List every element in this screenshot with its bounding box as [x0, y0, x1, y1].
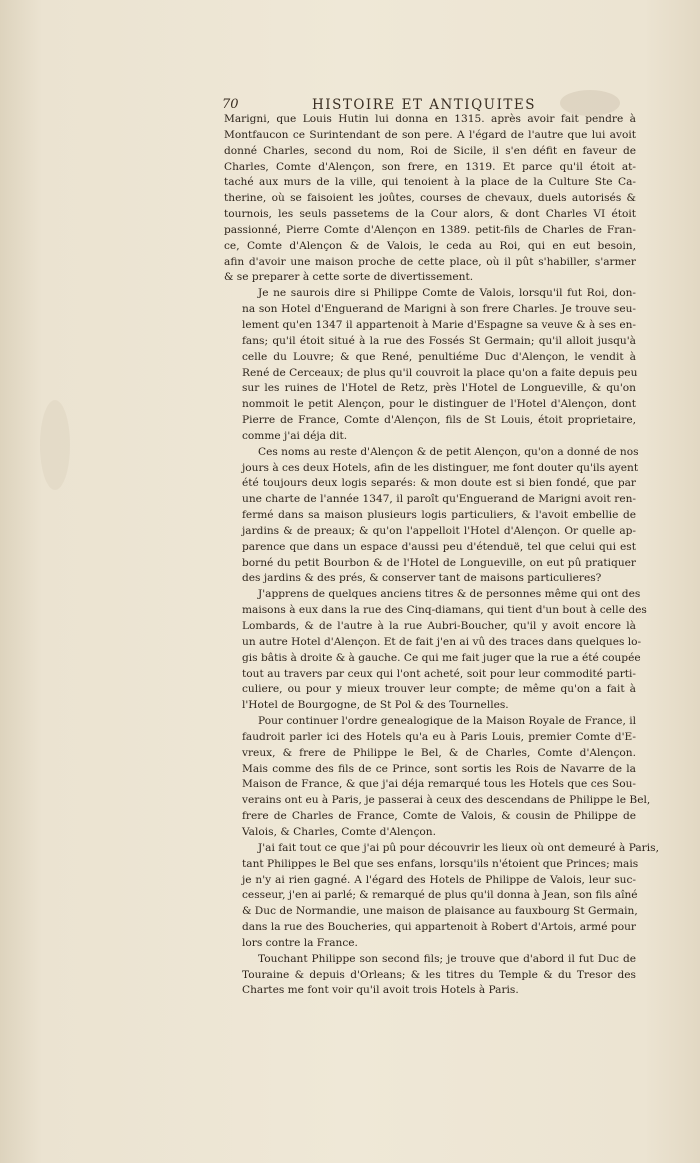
- text-line: fermé dans sa maison plusieurs logis particuliers, & l'avoit embellie de: [242, 509, 636, 522]
- text-line: été toujours deux logis separés: & mon doute est si bien fondé, que par: [242, 477, 636, 490]
- text-line: René de Cerceaux; de plus qu'il couvroit la place qu'on a faite depuis peu: [242, 366, 638, 379]
- text-line: taché aux murs de la ville, qui tenoient à la place de la Culture Ste Ca-: [224, 176, 636, 189]
- text-line: un autre Hotel d'Alençon. Et de fait j'en ai vû des traces dans quelques lo-: [242, 635, 642, 648]
- text-line: sur les ruines de l'Hotel de Retz, près l'Hotel de Longueville, & qu'on: [242, 382, 636, 395]
- text-line: tant Philippes le Bel que ses enfans, lorsqu'ils n'étoient que Princes; mais: [242, 857, 639, 870]
- paragraph: [224, 952, 636, 1000]
- text-line: ce, Comte d'Alençon & de Valois, le ceda au Roi, qui en eut besoin,: [224, 239, 636, 252]
- text-line: tout au travers par ceux qui l'ont acheté, soit pour leur commodité parti-: [242, 667, 636, 680]
- text-line: gis bâtis à droite & à gauche. Ce qui me fait juger que la rue a été coupée: [242, 651, 641, 664]
- text-line: verains ont eu à Paris, je passerai à ceux des descendans de Philippe le Bel,: [242, 794, 651, 807]
- text-line: borné du petit Bourbon & de l'Hotel de Longueville, on eut pû pratiquer: [242, 556, 636, 569]
- paragraph: [224, 445, 639, 588]
- text-line: afin d'avoir une maison proche de cette place, où il pût s'habiller, s'armer: [224, 255, 636, 268]
- text-line: Ces noms au reste d'Alençon & de petit Alençon, qu'on a donné de nos: [258, 445, 639, 458]
- text-line: na son Hotel d'Enguerand de Marigni à son frere Charles. Je trouve seu-: [242, 303, 636, 316]
- text-line: Touraine & depuis d'Orleans; & les titres du Temple & du Tresor des: [242, 968, 636, 981]
- text-line: Pierre de France, Comte d'Alençon, fils de St Louis, étoit proprietaire,: [242, 414, 636, 427]
- text-line: Pour continuer l'ordre genealogique de la Maison Royale de France, il: [258, 715, 636, 728]
- text-line: dans la rue des Boucheries, qui appartenoit à Robert d'Artois, armé pour: [242, 921, 636, 934]
- paragraph: [224, 112, 636, 286]
- paragraph: [224, 841, 659, 952]
- text-line: jardins & de preaux; & qu'on l'appelloit l'Hotel d'Alençon. Or quelle ap-: [242, 524, 636, 537]
- text-line: vreux, & frere de Philippe le Bel, & de Charles, Comte d'Alençon.: [242, 746, 636, 759]
- text-line: des jardins & des prés, & conserver tant de maisons particulieres?: [242, 572, 602, 585]
- page-number: 70: [222, 97, 239, 112]
- text-line: comme j'ai déja dit.: [242, 429, 348, 442]
- text-line: nommoit le petit Alençon, pour le distinguer de l'Hotel d'Alençon, dont: [242, 398, 636, 411]
- text-line: J'ai fait tout ce que j'ai pû pour découvrir les lieux où ont demeuré à Paris,: [258, 841, 659, 854]
- paper-stain: [40, 400, 70, 490]
- text-line: donné Charles, second du nom, Roi de Sicile, il s'en défit en faveur de: [224, 144, 636, 157]
- text-line: Maison de France, & que j'ai déja remarqué tous les Hotels que ces Sou-: [242, 778, 636, 791]
- paragraph: [224, 286, 636, 444]
- text-line: culiere, ou pour y mieux trouver leur compte; de même qu'on a fait à: [242, 683, 636, 696]
- text-line: parence que dans un espace d'aussi peu d'étenduë, tel que celui qui est: [242, 540, 636, 553]
- body-text: [224, 112, 659, 999]
- text-line: Je ne saurois dire si Philippe Comte de Valois, lorsqu'il fut Roi, don-: [258, 287, 636, 300]
- text-line: maisons à eux dans la rue des Cinq-diamans, qui tient d'un bout à celle des: [242, 604, 647, 617]
- text-line: frere de Charles de France, Comte de Valois, & cousin de Philippe de: [242, 810, 636, 823]
- text-line: celle du Louvre; & que René, penultiéme Duc d'Alençon, le vendit à: [242, 350, 636, 363]
- text-line: & se preparer à cette sorte de divertissement.: [224, 271, 474, 284]
- text-line: therine, où se faisoient les joûtes, courses de chevaux, duels autorisés &: [224, 192, 636, 205]
- text-line: Chartes me font voir qu'il avoit trois Hotels à Paris.: [242, 984, 519, 997]
- text-line: & Duc de Normandie, une maison de plaisance au fauxbourg St Germain,: [242, 905, 638, 918]
- text-line: Charles, Comte d'Alençon, son frere, en 1319. Et parce qu'il étoit at-: [224, 160, 636, 173]
- text-line: cesseur, j'en ai parlé; & remarqué de plus qu'il donna à Jean, son fils aîné: [242, 889, 638, 902]
- text-line: fans; qu'il étoit situé à la rue des Fossés St Germain; qu'il alloit jusqu'à: [242, 334, 636, 347]
- text-line: Touchant Philippe son second fils; je trouve que d'abord il fut Duc de: [258, 952, 636, 965]
- text-line: Lombards, & de l'autre à la rue Aubri-Boucher, qu'il y avoit encore là: [242, 620, 636, 632]
- text-line: Mais comme des fils de ce Prince, sont sortis les Rois de Navarre de la: [242, 762, 636, 775]
- text-line: Montfaucon ce Surintendant de son pere. A l'égard de l'autre que lui avoit: [224, 128, 636, 141]
- text-line: J'apprens de quelques anciens titres & de personnes même qui ont des: [258, 588, 641, 601]
- text-line: l'Hotel de Bourgogne, de St Pol & des Tournelles.: [242, 699, 509, 712]
- text-line: Valois, & Charles, Comte d'Alençon.: [242, 825, 437, 838]
- text-line: lors contre la France.: [242, 936, 358, 949]
- text-line: une charte de l'année 1347, il paroît qu'Enguerand de Marigni avoit ren-: [242, 493, 636, 506]
- text-line: faudroit parler ici des Hotels qu'a eu à Paris Louis, premier Comte d'E-: [242, 730, 636, 743]
- running-title: HISTOIRE ET ANTIQUITES: [312, 97, 537, 113]
- text-line: Marigni, que Louis Hutin lui donna en 1315. après avoir fait pendre à: [224, 113, 636, 125]
- text-line: tournois, les seuls passetems de la Cour alors, & dont Charles VI étoit: [224, 208, 636, 221]
- text-line: lement qu'en 1347 il appartenoit à Marie d'Espagne sa veuve & à ses en-: [242, 318, 636, 331]
- text-line: jours à ces deux Hotels, afin de les distinguer, me font douter qu'ils ayent: [242, 461, 639, 474]
- paragraph: [224, 714, 651, 841]
- text-line: passionné, Pierre Comte d'Alençon en 1389. petit-fils de Charles de Fran-: [224, 223, 636, 236]
- paragraph: [224, 587, 647, 714]
- text-line: je n'y ai rien gagné. A l'égard des Hotels de Philippe de Valois, leur suc-: [242, 873, 636, 886]
